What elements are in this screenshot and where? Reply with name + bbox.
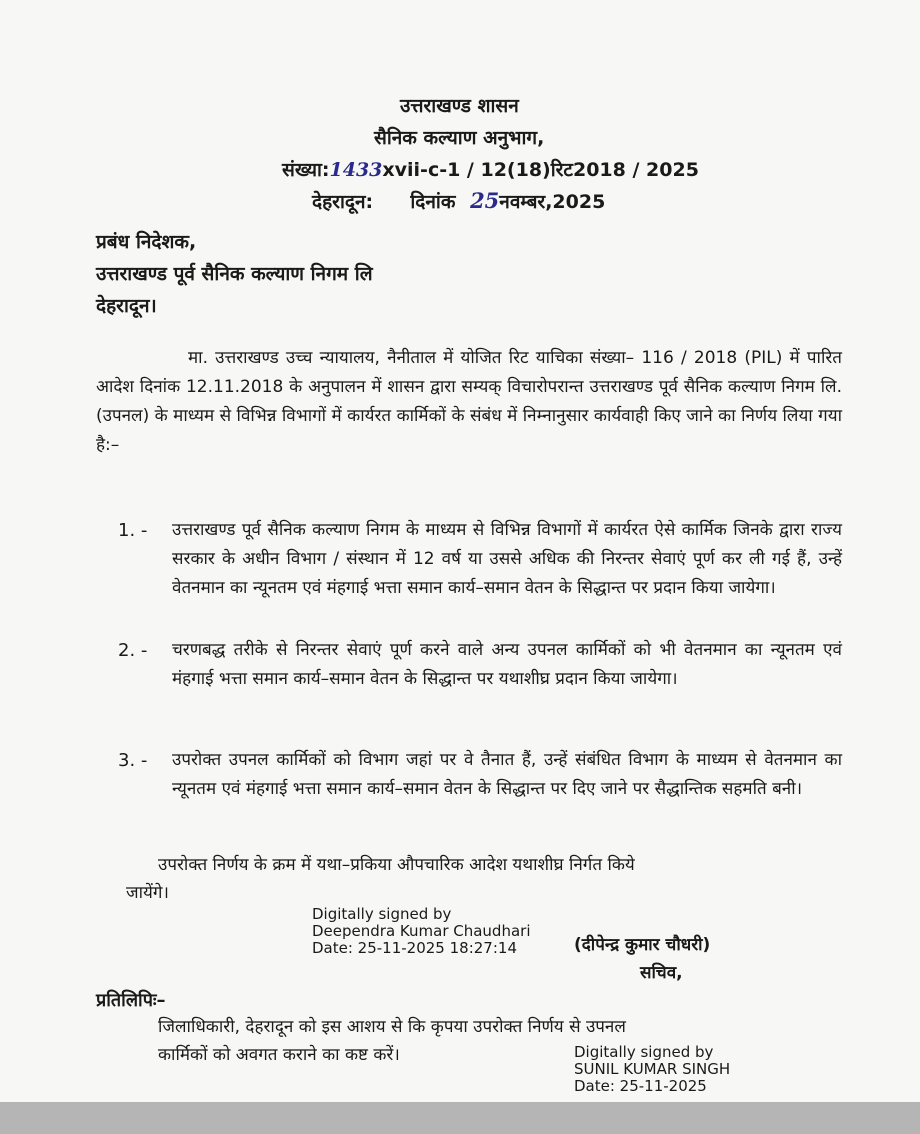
item-2-text: चरणबद्ध तरीके से निरन्तर सेवाएं पूर्ण करने वाले अन्य उपनल कार्मिकों को भी वेतनमान का न्यूनतम एवं मंहगाई भत्ता समान कार्य–समान वेतन के सिद्धान्त पर यथाशीघ्र प्रदान किया जायेगा। <box>172 640 842 689</box>
place-date-line <box>312 188 605 214</box>
reference-number <box>282 156 699 182</box>
signature-1-signer: Deependra Kumar Chaudhari <box>312 922 531 940</box>
item-2-number: 2. - <box>118 640 148 661</box>
item-1-number: 1. - <box>118 520 148 541</box>
signature-1-caption: Digitally signed by <box>312 905 452 923</box>
signature-2-caption: Digitally signed by <box>574 1043 714 1061</box>
place-label: देहरादून: <box>312 191 374 213</box>
closing-line-1: उपरोक्त निर्णय के क्रम में यथा–प्रकिया औपचारिक आदेश यथाशीघ्र निर्गत किये <box>158 855 635 875</box>
addressee-organisation: उत्तराखण्ड पूर्व सैनिक कल्याण निगम लि <box>96 263 373 285</box>
addressee-city: देहरादून। <box>96 295 157 317</box>
copy-to-label: प्रतिलिपिः– <box>96 990 166 1011</box>
intro-first-line: मा. उत्तराखण्ड उच्च न्यायालय, नैनीताल में योजित रिट याचिका संख्या– <box>188 348 635 368</box>
item-1-text: उत्तराखण्ड पूर्व सैनिक कल्याण निगम के माध्यम से विभिन्न विभागों में कार्यरत ऐसे कार्मिक जिनके द्वारा राज्य सरकार के अधीन विभाग / संस्थान में 12 वर्ष या उससे अधिक की निरन्तर सेवाएं पूर्ण कर ली गई हैं, उन्हें वेतनमान का न्यूनतम एवं मंहगाई भत्ता समान कार्य–समान वेतन के सिद्धान्त पर प्रदान किया जायेगा। <box>172 520 842 598</box>
handwritten-number: 1433 <box>329 159 383 181</box>
signature-2-signer: SUNIL KUMAR SINGH <box>574 1060 731 1078</box>
copy-to-text-1: जिलाधिकारी, देहरादून को इस आशय से कि कृपया उपरोक्त निर्णय से उपनल <box>158 1017 626 1037</box>
copy-to-text-2: कार्मिकों को अवगत कराने का कष्ट करें। <box>158 1045 400 1065</box>
addressee-designation: प्रबंध निदेशक, <box>96 231 197 253</box>
item-3-text: उपरोक्त उपनल कार्मिकों को विभाग जहां पर वे तैनात हैं, उन्हें संबंधित विभाग के माध्यम से वेतनमान का न्यूनतम एवं मंहगाई भत्ता समान कार्य–समान वेतन के सिद्धान्त पर दिए जाने पर सैद्धान्तिक सहमति बनी। <box>172 750 842 799</box>
reference-code: xvii-c-1 / 12(18)रिट2018 / 2025 <box>382 159 699 181</box>
intro-paragraph <box>96 344 842 460</box>
closing-line-2: जायेंगे। <box>126 883 169 903</box>
signature-1-date: Date: 25-11-2025 18:27:14 <box>312 939 517 957</box>
bottom-bar <box>0 1102 920 1134</box>
intro-rest: 116 / 2018 (PIL) में पारित आदेश दिनांक 12.11.2018 के अनुपालन में शासन द्वारा सम्यक् विचारोपरान्त उत्तराखण्ड पूर्व सैनिक कल्याण निगम लि.(उपनल) के माध्यम से विभिन्न विभागों में कार्यरत कार्मिकों के संबंध में निम्नानुसार कार्यवाही किए जाने का निर्णय लिया गया है:– <box>96 348 843 455</box>
date-label: दिनांक <box>410 191 456 213</box>
reference-label: संख्या: <box>282 159 330 181</box>
digital-signature-2 <box>574 1044 730 1095</box>
digital-signature-1 <box>312 906 530 957</box>
govt-heading: उत्तराखण्ड शासन <box>400 95 519 117</box>
handwritten-date: 25 <box>470 188 500 213</box>
section-heading: सैनिक कल्याण अनुभाग, <box>374 127 545 149</box>
secretary-title: सचिव, <box>640 963 683 983</box>
signature-2-date: Date: 25-11-2025 <box>574 1077 707 1095</box>
date-month-year: नवम्बर,2025 <box>499 191 606 213</box>
secretary-name: (दीपेन्द्र कुमार चौधरी) <box>574 935 711 955</box>
item-3-number: 3. - <box>118 750 148 771</box>
